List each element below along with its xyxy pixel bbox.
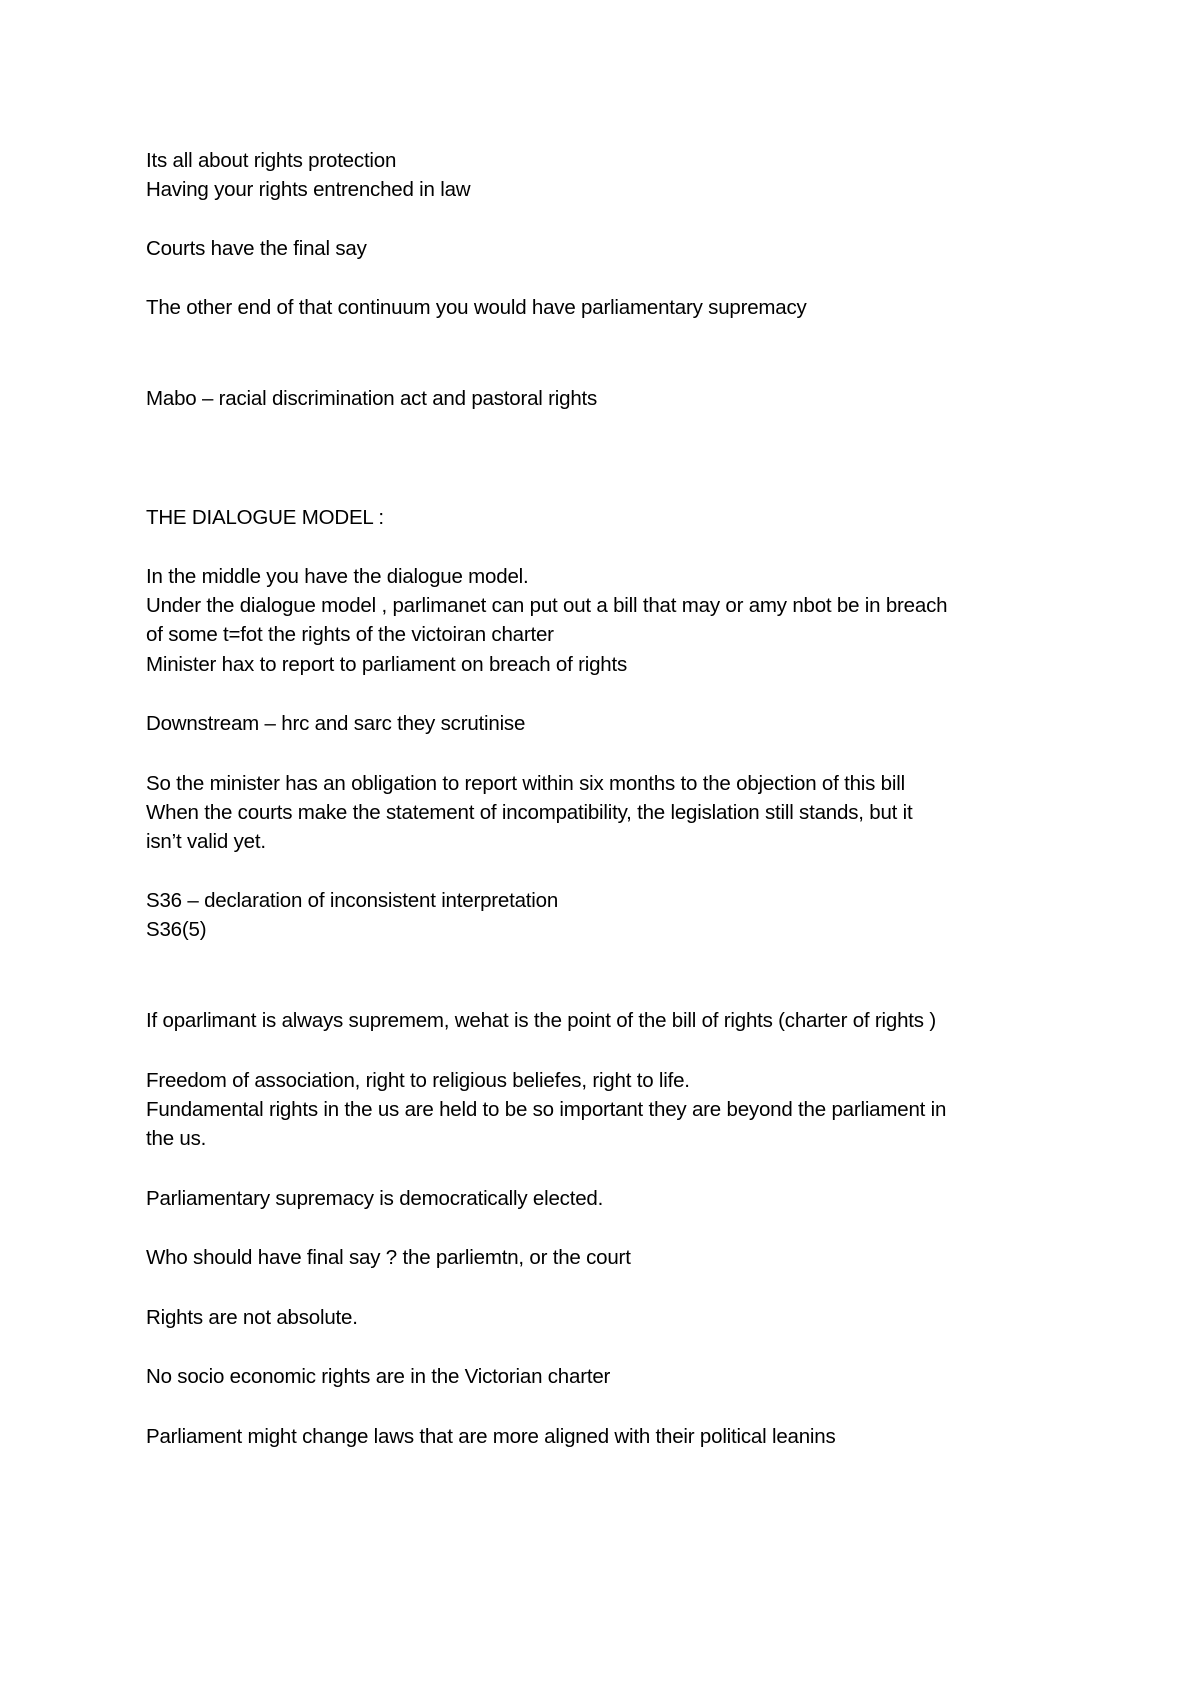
- text-line: Mabo – racial discrimination act and pastoral rights: [146, 387, 598, 410]
- text-line: S36 – declaration of inconsistent interpretation: [146, 889, 559, 912]
- text-line: Who should have final say ? the parliemtn, or the court: [146, 1246, 631, 1269]
- text-line: Fundamental rights in the us are held to be so important they are beyond the parliament in: [146, 1098, 947, 1121]
- text-line: S36(5): [146, 918, 207, 941]
- text-line: the us.: [146, 1127, 207, 1150]
- section-heading: THE DIALOGUE MODEL :: [146, 506, 384, 529]
- text-line: Freedom of association, right to religious beliefes, right to life.: [146, 1069, 690, 1092]
- text-line: No socio economic rights are in the Victorian charter: [146, 1365, 611, 1388]
- text-line: isn’t valid yet.: [146, 830, 266, 853]
- text-line: Parliamentary supremacy is democratically elected.: [146, 1187, 604, 1210]
- text-line: Downstream – hrc and sarc they scrutinise: [146, 712, 526, 735]
- text-line: Rights are not absolute.: [146, 1306, 358, 1329]
- text-line: The other end of that continuum you would have parliamentary supremacy: [146, 296, 807, 319]
- text-line: of some t=fot the rights of the victoiran charter: [146, 623, 554, 646]
- text-line: Its all about rights protection: [146, 149, 397, 172]
- text-line: Under the dialogue model , parlimanet can put out a bill that may or amy nbot be in breach: [146, 594, 948, 617]
- text-line: Minister hax to report to parliament on breach of rights: [146, 653, 628, 676]
- text-line: When the courts make the statement of incompatibility, the legislation still stands, but it: [146, 801, 913, 824]
- text-line: Parliament might change laws that are more aligned with their political leanins: [146, 1425, 836, 1448]
- text-line: So the minister has an obligation to report within six months to the objection of this bill: [146, 772, 905, 795]
- text-line: If oparlimant is always supremem, wehat is the point of the bill of rights (charter of rights ): [146, 1009, 936, 1032]
- text-line: In the middle you have the dialogue model.: [146, 565, 529, 588]
- text-line: Having your rights entrenched in law: [146, 178, 471, 201]
- text-line: Courts have the final say: [146, 237, 367, 260]
